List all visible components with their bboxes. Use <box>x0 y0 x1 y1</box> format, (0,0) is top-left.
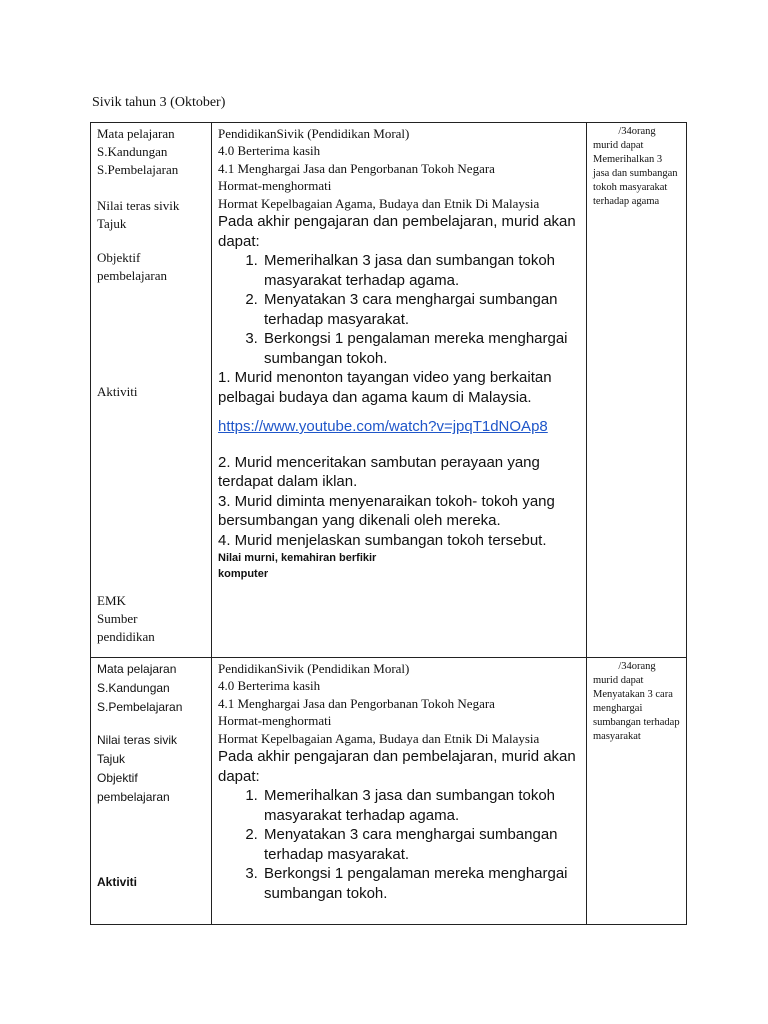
label-objektif: Objektif <box>97 771 138 785</box>
subject-text: PendidikanSivik (Pendidikan Moral) <box>218 661 410 676</box>
objective-item: 3. Berkongsi 1 pengalaman mereka menghargai sumbangan tokoh. <box>262 329 581 368</box>
standard-pembelajaran-text: 4.1 Menghargai Jasa dan Pengorbanan Tokoh Negara <box>218 160 495 176</box>
remark-count: /34orang <box>618 126 656 137</box>
remark-cell <box>587 123 687 658</box>
objective-item: 1. Memerihalkan 3 jasa dan sumbangan tokoh masyarakat terhadap agama. <box>262 786 581 825</box>
standard-pembelajaran-text: 4.1 Menghargai Jasa dan Pengorbanan Tokoh Negara <box>218 695 495 711</box>
activity-1: 1. Murid menonton tayangan video yang berkaitan pelbagai budaya dan agama kaum di Malaysia. <box>218 369 552 406</box>
label-sumber: Sumber <box>97 611 138 626</box>
remark-text: murid dapat Memerihalkan 3 jasa dan sumbangan tokoh masyarakat terhadap agama <box>593 140 678 207</box>
lesson-row <box>91 123 687 658</box>
label-s-pembelajaran: S.Pembelajaran <box>97 700 183 714</box>
objective-item: 1. Memerihalkan 3 jasa dan sumbangan tokoh masyarakat terhadap agama. <box>262 251 581 290</box>
label-s-pembelajaran: S.Pembelajaran <box>97 162 179 177</box>
sumber-value: komputer <box>218 568 269 581</box>
label-aktiviti: Aktiviti <box>97 384 138 399</box>
label-cell <box>91 123 212 658</box>
label-pendidikan: pendidikan <box>97 629 155 644</box>
standard-kandungan-text: 4.0 Berterima kasih <box>218 678 321 694</box>
label-emk: EMK <box>97 593 126 608</box>
label-pembelajaran: pembelajaran <box>97 790 170 804</box>
lesson-row <box>91 658 687 925</box>
label-s-kandungan: S.Kandungan <box>97 144 168 159</box>
label-mata-pelajaran: Mata pelajaran <box>97 662 177 676</box>
objective-intro: Pada akhir pengajaran dan pembelajaran, murid akan dapat: <box>218 213 576 250</box>
remark-cell <box>587 658 687 925</box>
label-tajuk: Tajuk <box>97 752 126 766</box>
objective-list <box>218 251 581 368</box>
video-link[interactable]: https://www.youtube.com/watch?v=jpqT1dNOAp8 <box>218 418 548 436</box>
remark-count: /34orang <box>618 661 656 672</box>
activity-3: 3. Murid diminta menyenaraikan tokoh- tokoh yang bersumbangan yang dikenali oleh mereka. <box>218 492 555 530</box>
objective-item: 2. Menyatakan 3 cara menghargai sumbangan terhadap masyarakat. <box>262 290 581 329</box>
activity-4: 4. Murid menjelaskan sumbangan tokoh tersebut. <box>218 531 547 549</box>
tajuk-text: Hormat Kepelbagaian Agama, Budaya dan Etnik Di Malaysia <box>218 195 540 211</box>
objective-item: 3. Berkongsi 1 pengalaman mereka menghargai sumbangan tokoh. <box>262 864 581 903</box>
content-cell <box>212 123 587 658</box>
label-objektif: Objektif <box>97 250 141 265</box>
label-aktiviti: Aktiviti <box>97 875 138 889</box>
label-cell <box>91 658 212 925</box>
tajuk-text: Hormat Kepelbagaian Agama, Budaya dan Etnik Di Malaysia <box>218 730 540 746</box>
label-pembelajaran: pembelajaran <box>97 268 168 283</box>
content-cell <box>212 658 587 925</box>
objective-list <box>218 786 581 903</box>
label-mata-pelajaran: Mata pelajaran <box>97 126 175 141</box>
remark-text: murid dapat Menyatakan 3 cara menghargai sumbangan terhadap masyarakat <box>593 675 680 742</box>
emk-value: Nilai murni, kemahiran berfikir <box>218 552 377 565</box>
lesson-plan-table <box>90 122 687 925</box>
label-nilai-teras: Nilai teras sivik <box>97 198 180 213</box>
objective-item: 2. Menyatakan 3 cara menghargai sumbangan terhadap masyarakat. <box>262 825 581 864</box>
label-nilai-teras: Nilai teras sivik <box>97 733 178 747</box>
standard-kandungan-text: 4.0 Berterima kasih <box>218 143 321 159</box>
subject-text: PendidikanSivik (Pendidikan Moral) <box>218 126 410 141</box>
document-title: Sivik tahun 3 (Oktober) <box>92 95 226 110</box>
nilai-text: Hormat-menghormati <box>218 178 332 194</box>
objective-intro: Pada akhir pengajaran dan pembelajaran, murid akan dapat: <box>218 748 576 785</box>
label-s-kandungan: S.Kandungan <box>97 681 170 695</box>
activity-2: 2. Murid menceritakan sambutan perayaan yang terdapat dalam iklan. <box>218 453 540 491</box>
nilai-text: Hormat-menghormati <box>218 713 332 729</box>
label-tajuk: Tajuk <box>97 216 127 231</box>
